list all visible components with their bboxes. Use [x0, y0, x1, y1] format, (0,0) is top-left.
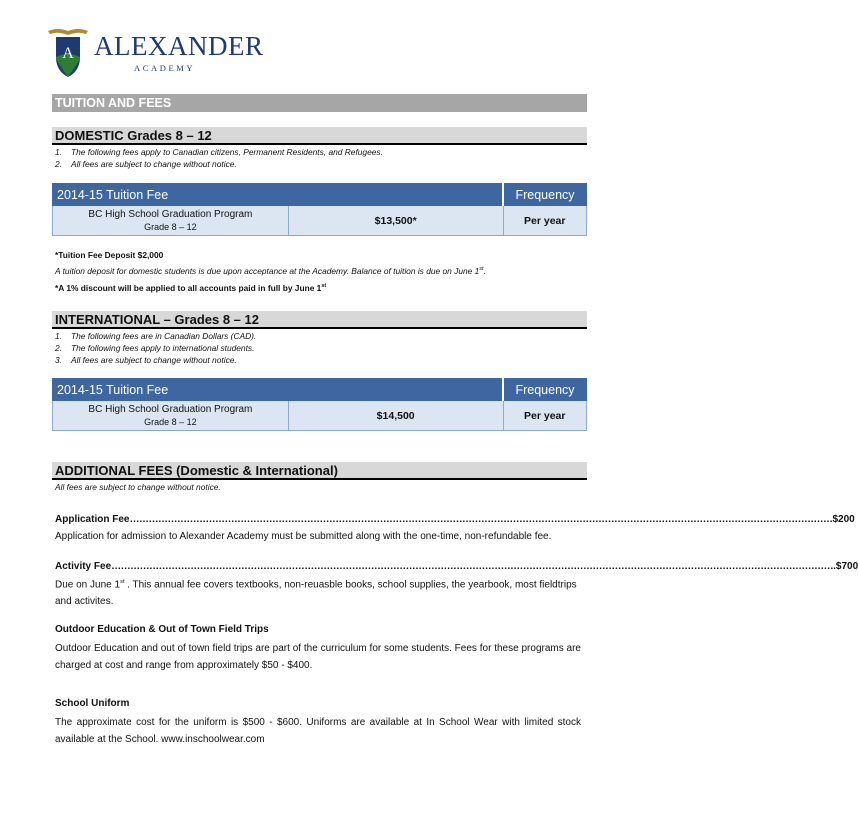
- program-cell: BC High School Graduation Program Grade 8 – 12: [53, 401, 289, 431]
- table-header-frequency: Frequency: [503, 184, 587, 206]
- table-row: [53, 401, 587, 431]
- amount-cell: $14,500: [288, 401, 503, 431]
- application-fee-text: Application for admission to Alexander Academy must be submitted along with the one-time, non-refundable fee.: [55, 531, 552, 542]
- frequency-cell: Per year: [503, 206, 587, 236]
- domestic-fee-table: [52, 183, 587, 236]
- international-heading: INTERNATIONAL – Grades 8 – 12: [52, 311, 587, 329]
- program-cell: BC High School Graduation Program Grade 8 – 12: [53, 206, 289, 236]
- tuition-fees-title: TUITION AND FEES: [52, 94, 587, 112]
- additional-fees-note: All fees are subject to change without notice.: [55, 482, 221, 492]
- international-notes: [55, 330, 256, 366]
- deposit-label: *Tuition Fee Deposit $2,000: [55, 250, 164, 260]
- frequency-cell: Per year: [503, 401, 587, 431]
- outdoor-education-text: Outdoor Education and out of town field trips are part of the curriculum for some students. Fees for these programs are charged at cost and range from approximately $50 - $400.: [55, 643, 581, 671]
- list-item: 1. The following fees are in Canadian Dollars (CAD).: [55, 331, 257, 341]
- discount-note: *A 1% discount will be applied to all accounts paid in full by June 1st: [55, 283, 327, 293]
- table-row: [53, 206, 587, 236]
- svg-text:A: A: [62, 45, 74, 62]
- school-uniform-text: The approximate cost for the uniform is $500 - $600. Uniforms are available at In School Wear with limited stock available at the School. www.inschoolwear.com: [55, 717, 581, 745]
- list-item: 3. All fees are subject to change without notice.: [55, 355, 237, 365]
- outdoor-education-title: Outdoor Education & Out of Town Field Trips: [55, 624, 269, 635]
- activity-fee-line: Activity Fee ………………………………………………………………………………………………………………………………………………………………………………………………………… .$700: [55, 561, 858, 572]
- list-item: 2. The following fees apply to international students.: [55, 343, 255, 353]
- domestic-notes: [55, 146, 383, 170]
- school-uniform-title: School Uniform: [55, 698, 130, 709]
- list-item: 2. All fees are subject to change without notice.: [55, 159, 237, 169]
- logo-subtitle: ACADEMY: [134, 63, 196, 73]
- amount-cell: $13,500*: [288, 206, 503, 236]
- list-item: 1. The following fees apply to Canadian citizens, Permanent Residents, and Refugees.: [55, 147, 383, 157]
- international-fee-table: [52, 378, 587, 431]
- domestic-heading: DOMESTIC Grades 8 – 12: [52, 127, 587, 145]
- logo-wordmark: ALEXANDER: [94, 31, 264, 61]
- deposit-note: A tuition deposit for domestic students is due upon acceptance at the Academy. Balance of tuition is due on June 1st.: [55, 266, 486, 276]
- additional-fees-heading: ADDITIONAL FEES (Domestic & International): [52, 462, 587, 480]
- table-header-fee: 2014-15 Tuition Fee: [53, 184, 504, 206]
- table-header-fee: 2014-15 Tuition Fee: [53, 379, 504, 401]
- application-fee-line: Application Fee …………………………………………………………………………………………………………………………………………………………………………………………………… $200: [55, 514, 855, 525]
- table-header-frequency: Frequency: [503, 379, 587, 401]
- activity-fee-text: Due on June 1st . This annual fee covers textbooks, non-reuasble books, school supplies, the yearbook, most fieldtrips and activites.: [55, 579, 577, 608]
